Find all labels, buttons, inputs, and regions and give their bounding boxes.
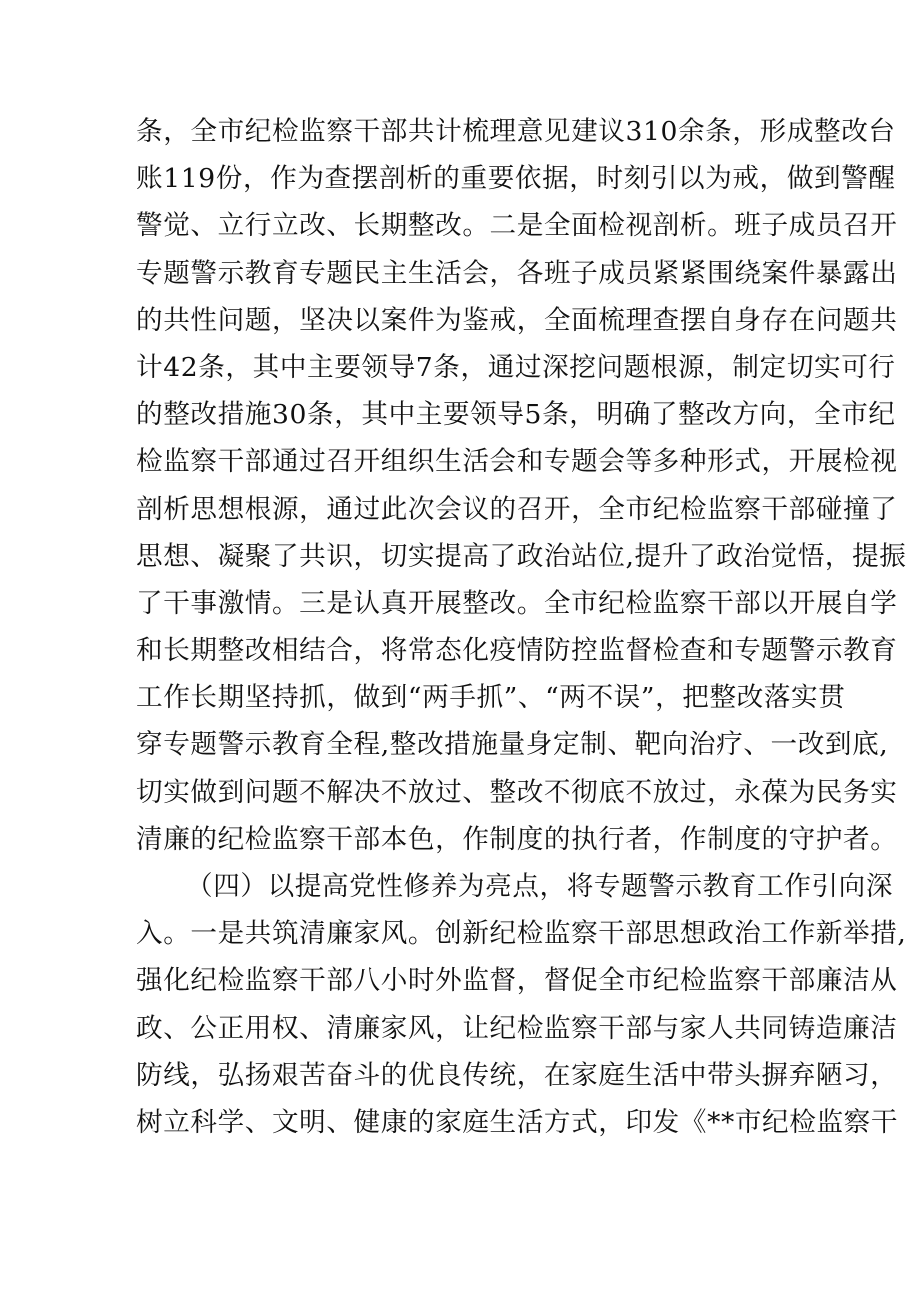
text-line: 政、公正用权、清廉家风，让纪检监察干部与家人共同铸造廉洁 — [136, 1012, 898, 1044]
text-line: 了干事激情。三是认真开展整改。全市纪检监察干部以开展自学 — [136, 587, 898, 619]
text-line: 剖析思想根源，通过此次会议的召开，全市纪检监察干部碰撞了 — [136, 493, 898, 525]
text-line: 的整改措施30条，其中主要领导5条，明确了整改方向，全市纪 — [136, 399, 896, 431]
text-line: 入。一是共筑清廉家风。创新纪检监察干部思想政治工作新举措, — [136, 918, 907, 950]
text-line: 穿专题警示教育全程,整改措施量身定制、靶向治疗、一改到底, — [136, 729, 889, 761]
text-line: 工作长期坚持抓，做到“两手抓”、“两不误”，把整改落实贯 — [136, 682, 846, 714]
text-line: 强化纪检监察干部八小时外监督，督促全市纪检监察干部廉洁从 — [136, 965, 898, 997]
text-line: 专题警示教育专题民主生活会，各班子成员紧紧围绕案件暴露出 — [136, 257, 898, 289]
text-line: 条，全市纪检监察干部共计梳理意见建议310余条，形成整改台 — [136, 116, 896, 147]
body-text — [136, 108, 907, 1146]
text-line: 清廉的纪检监察干部本色，作制度的执行者，作制度的守护者。 — [136, 823, 898, 855]
text-line: 和长期整改相结合，将常态化疫情防控监督检查和专题警示教育 — [136, 635, 898, 667]
text-line: 树立科学、文明、健康的家庭生活方式，印发《**市纪检监察干 — [136, 1106, 899, 1138]
text-line: 切实做到问题不解决不放过、整改不彻底不放过，永葆为民务实 — [136, 776, 898, 808]
section-heading-line: （四）以提高党性修养为亮点，将专题警示教育工作引向深 — [186, 871, 894, 902]
text-line: 警觉、立行立改、长期整改。二是全面检视剖析。班子成员召开 — [136, 210, 898, 242]
text-line: 防线，弘扬艰苦奋斗的优良传统，在家庭生活中带头摒弃陋习， — [136, 1059, 898, 1091]
text-line: 的共性问题，坚决以案件为鉴戒，全面梳理查摆自身存在问题共 — [136, 304, 898, 336]
text-line: 检监察干部通过召开组织生活会和专题会等多种形式，开展检视 — [136, 446, 898, 478]
text-line: 账119份，作为查摆剖析的重要依据，时刻引以为戒，做到警醒 — [136, 163, 896, 195]
text-line: 思想、凝聚了共识，切实提高了政治站位,提升了政治觉悟，提振 — [136, 540, 907, 572]
text-line: 计42条，其中主要领导7条，通过深挖问题根源，制定切实可行 — [136, 351, 896, 383]
